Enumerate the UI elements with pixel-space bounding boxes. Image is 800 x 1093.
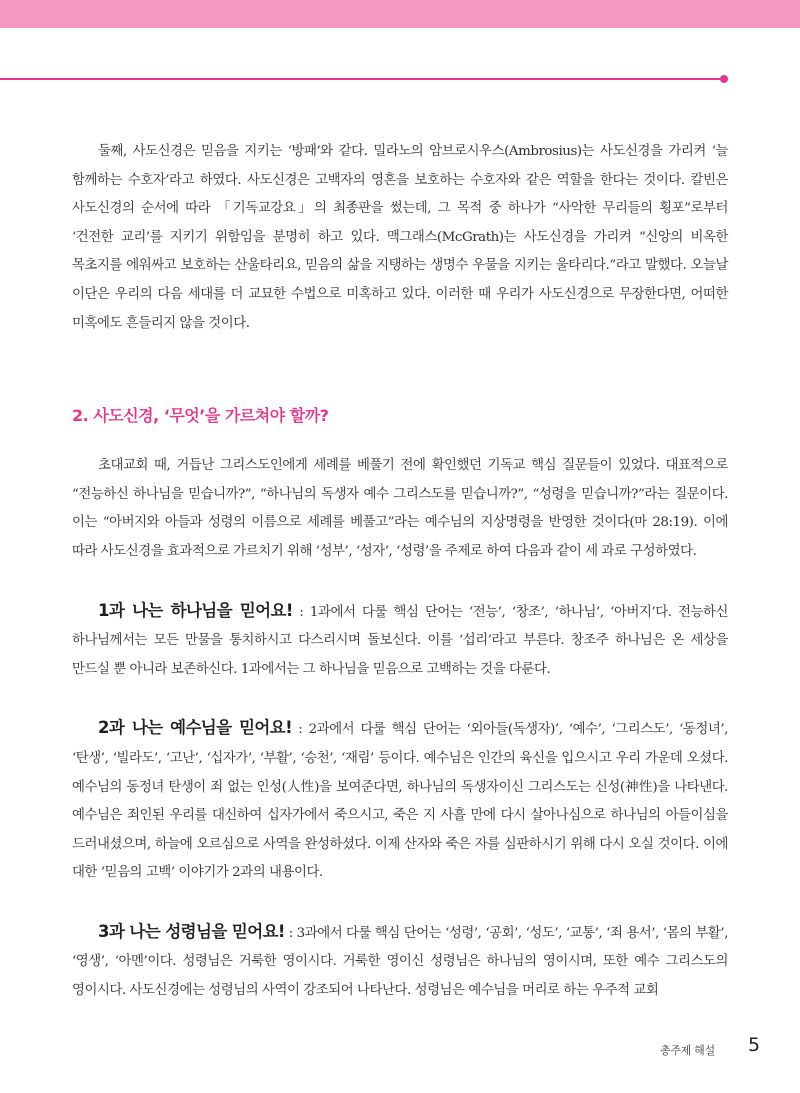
page-body	[72, 138, 728, 1006]
header-rule	[0, 78, 724, 80]
lesson-1-title: 1과 나는 하나님을 믿어요!	[98, 600, 293, 620]
top-color-band	[0, 0, 800, 28]
lesson-1-paragraph	[72, 597, 728, 685]
footer-section-label: 총주제 해설	[660, 1044, 715, 1057]
section-paragraph: 초대교회 때, 거듭난 그리스도인에게 세례를 베풀기 전에 확인했던 기독교 핵심 질문들이 있었다. 대표적으로 “전능하신 하나님을 믿습니까?”, “하나님의 독생자 예수 그리스도를 믿습니까?”, “성령을 믿습니까?”라는 질문이다. 이는 “아버지와 아들과 성령의 이름으로 세례를 베풀고”라는 예수님의 지상명령을 반영한 것이다(마 28:19). 이에 따라 사도신경을 효과적으로 가르치기 위해 ‘성부’, ‘성자’, ‘성령’을 주제로 하여 다음과 같이 세 과로 구성하였다.	[72, 458, 728, 559]
lesson-2-title: 2과 나는 예수님을 믿어요!	[98, 718, 293, 738]
lesson-2-body: : 2과에서 다룰 핵심 단어는 ‘외아들(독생자)’, ‘예수’, ‘그리스도’, ‘동정녀’, ‘탄생’, ‘빌라도’, ‘고난’, ‘십자가’, ‘부활’, ‘승천’, ‘재림’ 등이다. 예수님은 인간의 육신을 입으시고 우리 가운데 오셨다. 예수님의 동정녀 탄생이 죄 없는 인성(人性)을 보여준다면, 하나님의 독생자이신 그리스도는 신성(神性)을 나타낸다. 예수님은 죄인된 우리를 대신하여 십자가에서 죽으시고, 죽은 지 사흘 만에 다시 살아나심으로 하나님의 아들이심을 드러내셨으며, 하늘에 오르심으로 사역을 완성하셨다. 이제 산자와 죽은 자를 심판하시기 위해 다시 오실 것이다. 이에 대한 ‘믿음의 고백’ 이야기가 2과의 내용이다.	[72, 722, 728, 881]
lesson-3-title: 3과 나는 성령님을 믿어요!	[98, 921, 285, 941]
section-heading: 2. 사도신경, ‘무엇’을 가르쳐야 할까?	[72, 406, 329, 426]
intro-paragraph: 둘째, 사도신경은 믿음을 지키는 ‘방패’와 같다. 밀라노의 암브로시우스(Ambrosius)는 사도신경을 가리켜 ‘늘 함께하는 수호자’라고 하였다. 사도신경은 고백자의 영혼을 보호하는 수호자와 같은 역할을 한다는 것이다. 칼빈은 사도신경의 순서에 따라 「기독교강요」의 최종판을 썼는데, 그 목적 중 하나가 “사악한 무리들의 횡포”로부터 ‘건전한 교리’를 지키기 위함임을 분명히 하고 있다. 맥그래스(McGrath)는 사도신경을 가리켜 “신앙의 비옥한 목초지를 에워싸고 보호하는 산울타리요, 믿음의 삶을 지탱하는 생명수 우물을 지키는 울타리다.”라고 말했다. 오늘날 이단은 우리의 다음 세대를 더 교묘한 수법으로 미혹하고 있다. 이러한 때 우리가 사도신경으로 무장한다면, 어떠한 미혹에도 흔들리지 않을 것이다.	[72, 144, 728, 331]
lesson-3-paragraph	[72, 918, 728, 1006]
header-rule-dot	[720, 75, 728, 83]
lesson-2-paragraph	[72, 714, 728, 888]
lesson-1-body: : 1과에서 다룰 핵심 단어는 ‘전능’, ‘창조’, ‘하나님’, ‘아버지’다. 전능하신 하나님께서는 모든 만물을 통치하시고 다스리시며 돌보신다. 이를 ‘섭리’라고 부른다. 창조주 하나님은 온 세상을 만드실 뿐 아니라 보존하신다. 1과에서는 그 하나님을 믿음으로 고백하는 것을 다룬다.	[72, 604, 728, 677]
page-number: 5	[748, 1034, 761, 1056]
lesson-3-body: : 3과에서 다룰 핵심 단어는 ‘성령’, ‘공회’, ‘성도’, ‘교통’, ‘죄 용서’, ‘몸의 부활’, ‘영생’, ‘아멘’이다. 성령님은 거룩한 영이시다. 거룩한 영이신 성령님은 하나님의 영이시며, 또한 예수 그리스도의 영이시다. 사도신경에는 성령님의 사역이 강조되어 나타난다. 성령님은 예수님을 머리로 하는 우주적 교회	[72, 925, 728, 999]
